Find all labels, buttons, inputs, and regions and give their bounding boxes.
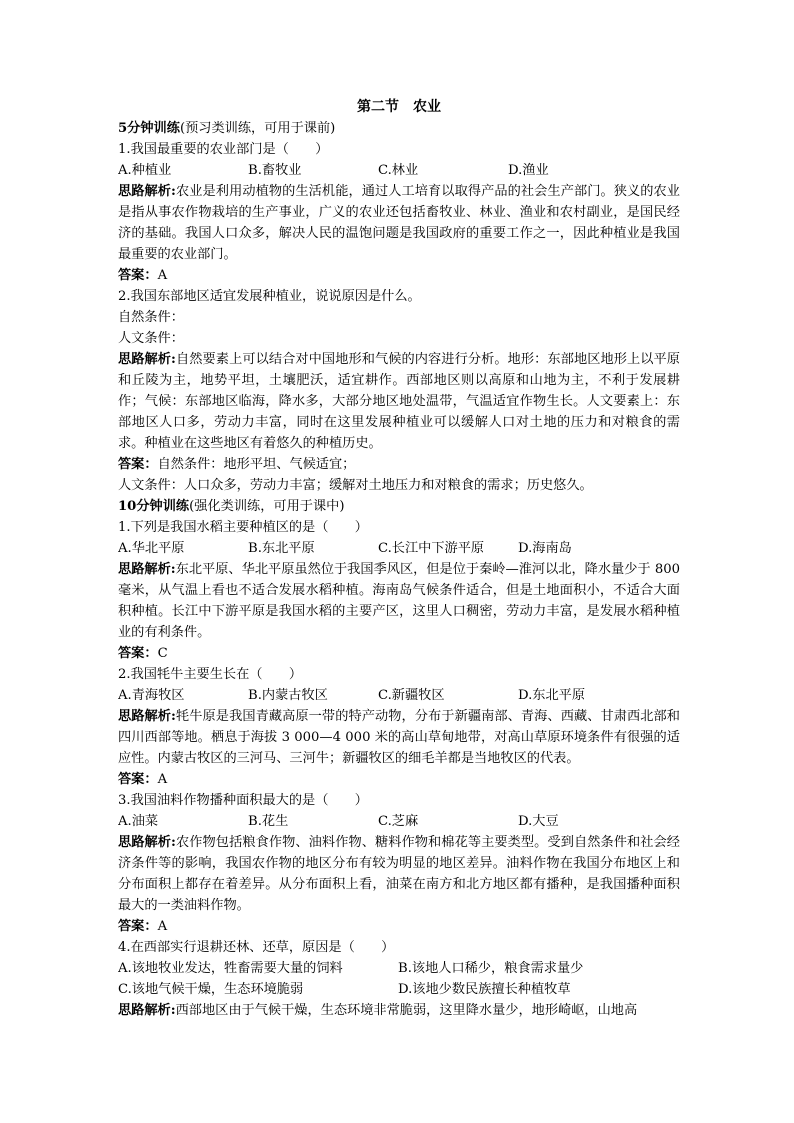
option-c: C.该地气候干燥，生态环境脆弱 xyxy=(118,982,304,997)
analysis-label: 思路解析: xyxy=(118,709,176,724)
section-heading xyxy=(118,118,680,139)
analysis-label: 思路解析: xyxy=(118,184,176,199)
analysis xyxy=(118,832,680,916)
option-b: B.花生 xyxy=(248,814,289,829)
analysis-text: 农业是利用动植物的生活机能，通过人工培育以取得产品的社会生产部门。狭义的农业是指从事农作物栽培的生产事业，广义的农业还包括畜牧业、林业、渔业和农村副业，是国民经济的基础。我国人口众多，解决人民的温饱问题是我国政府的重要工作之一，因此种植业是我国最重要的农业部门。 xyxy=(118,184,680,262)
analysis xyxy=(118,559,680,643)
option-a: A.该地牧业发达，牲畜需要大量的饲料 xyxy=(118,961,343,976)
option-c: C.长江中下游平原 xyxy=(378,541,485,556)
page-title: 第二节 农业 xyxy=(357,99,441,115)
answer xyxy=(118,643,680,664)
answer-label: 答案： xyxy=(118,268,158,283)
analysis xyxy=(118,181,680,265)
answer-label: 答案： xyxy=(118,772,158,787)
analysis xyxy=(118,706,680,769)
answer xyxy=(118,916,680,937)
answer-text: C xyxy=(157,646,168,661)
question-stem: 1.我国最重要的农业部门是（ ） xyxy=(118,142,329,157)
option-b: B.东北平原 xyxy=(248,541,315,556)
analysis-label: 思路解析: xyxy=(118,562,176,577)
option-d: D.该地少数民族擅长种植牧草 xyxy=(398,982,571,997)
question-stem: 2.我国东部地区适宜发展种植业，说说原因是什么。 xyxy=(118,289,421,304)
document-page xyxy=(118,96,680,1021)
option-d: D.东北平原 xyxy=(518,688,586,703)
blank-natural: 自然条件： xyxy=(118,310,184,325)
option-d: D.大豆 xyxy=(518,814,559,829)
answer-text: A xyxy=(157,772,168,787)
question-stem: 2.我国牦牛主要生长在（ ） xyxy=(118,667,303,682)
option-a: A.青海牧区 xyxy=(118,688,185,703)
section-tail: (强化类训练，可用于课中) xyxy=(189,499,345,514)
option-d: D.海南岛 xyxy=(518,541,572,556)
option-a: A.种植业 xyxy=(118,163,172,178)
option-d: D.渔业 xyxy=(508,163,549,178)
option-a: A.油菜 xyxy=(118,814,159,829)
section-head: 5分钟训练 xyxy=(118,121,180,136)
question-stem: 4.在西部实行退耕还林、还草，原因是（ ） xyxy=(118,940,395,955)
option-b: B.畜牧业 xyxy=(248,163,302,178)
option-c: C.芝麻 xyxy=(378,814,419,829)
blank-human: 人文条件： xyxy=(118,331,184,346)
section-heading xyxy=(118,496,680,517)
option-c: C.林业 xyxy=(378,163,419,178)
answer-text: 自然条件：地形平坦、气候适宜； xyxy=(157,457,356,472)
answer xyxy=(118,265,680,286)
answer-label: 答案： xyxy=(118,457,158,472)
question-options xyxy=(118,811,680,832)
question-stem: 3.我国油料作物播种面积最大的是（ ） xyxy=(118,793,368,808)
analysis xyxy=(118,1000,680,1021)
answer-text: A xyxy=(157,919,168,934)
question-options xyxy=(118,160,680,181)
analysis-label: 思路解析: xyxy=(118,835,176,850)
answer xyxy=(118,769,680,790)
answer-text: A xyxy=(157,268,168,283)
question-options xyxy=(118,538,680,559)
analysis-label: 思路解析: xyxy=(118,1003,176,1018)
analysis-text: 东北平原、华北平原虽然位于我国季风区，但是位于秦岭—淮河以北，降水量少于 800毫米，从气温上看也不适合发展水稻种植。海南岛气候条件适合，但是土地面积小，不适合大面积种植。长江中下游平原是我国水稻的主要产区，这里人口稠密，劳动力丰富，是发展水稻种植业的有利条件。 xyxy=(118,562,680,640)
question-stem: 1.下列是我国水稻主要种植区的是（ ） xyxy=(118,520,368,535)
option-b: B.该地人口稀少，粮食需求量少 xyxy=(398,961,584,976)
answer xyxy=(118,454,680,475)
section-tail: (预习类训练，可用于课前) xyxy=(179,121,336,136)
question-options xyxy=(118,979,680,1000)
answer-label: 答案： xyxy=(118,646,158,661)
section-head: 10分钟训练 xyxy=(118,499,190,514)
analysis-text: 农作物包括粮食作物、油料作物、糖料作物和棉花等主要类型。受到自然条件和社会经济条件等的影响，我国农作物的地区分布有较为明显的地区差异。油料作物在我国分布地区上和分布面积上都存在着差异。从分布面积上看，油菜在南方和北方地区都有播种，是我国播种面积最大的一类油料作物。 xyxy=(118,835,680,913)
option-b: B.内蒙古牧区 xyxy=(248,688,328,703)
analysis xyxy=(118,349,680,454)
analysis-text: 西部地区由于气候干燥，生态环境非常脆弱，这里降水量少，地形崎岖，山地高 xyxy=(175,1003,638,1018)
question-options xyxy=(118,685,680,706)
answer-label: 答案： xyxy=(118,919,158,934)
analysis-label: 思路解析: xyxy=(118,352,176,367)
option-a: A.华北平原 xyxy=(118,541,185,556)
question-options xyxy=(118,958,680,979)
answer-continued: 人文条件：人口众多，劳动力丰富；缓解对土地压力和对粮食的需求；历史悠久。 xyxy=(118,478,593,493)
analysis-text: 自然要素上可以结合对中国地形和气候的内容进行分析。地形：东部地区地形上以平原和丘陵为主，地势平坦，土壤肥沃，适宜耕作。西部地区则以高原和山地为主，不利于发展耕作；气候：东部地区临海，降水多，大部分地区地处温带，气温适宜作物生长。人文要素上：东部地区人口多，劳动力丰富，同时在这里发展种植业可以缓解人口对土地的压力和对粮食的需求。种植业在这些地区有着悠久的种植历史。 xyxy=(118,352,680,451)
option-c: C.新疆牧区 xyxy=(378,688,445,703)
analysis-text: 牦牛原是我国青藏高原一带的特产动物，分布于新疆南部、青海、西藏、甘肃西北部和四川西部等地。栖息于海拔 3 000—4 000 米的高山草甸地带，对高山草原环境条件有很强的适应性。内蒙古牧区的三河马、三河牛；新疆牧区的细毛羊都是当地牧区的代表。 xyxy=(118,709,680,766)
